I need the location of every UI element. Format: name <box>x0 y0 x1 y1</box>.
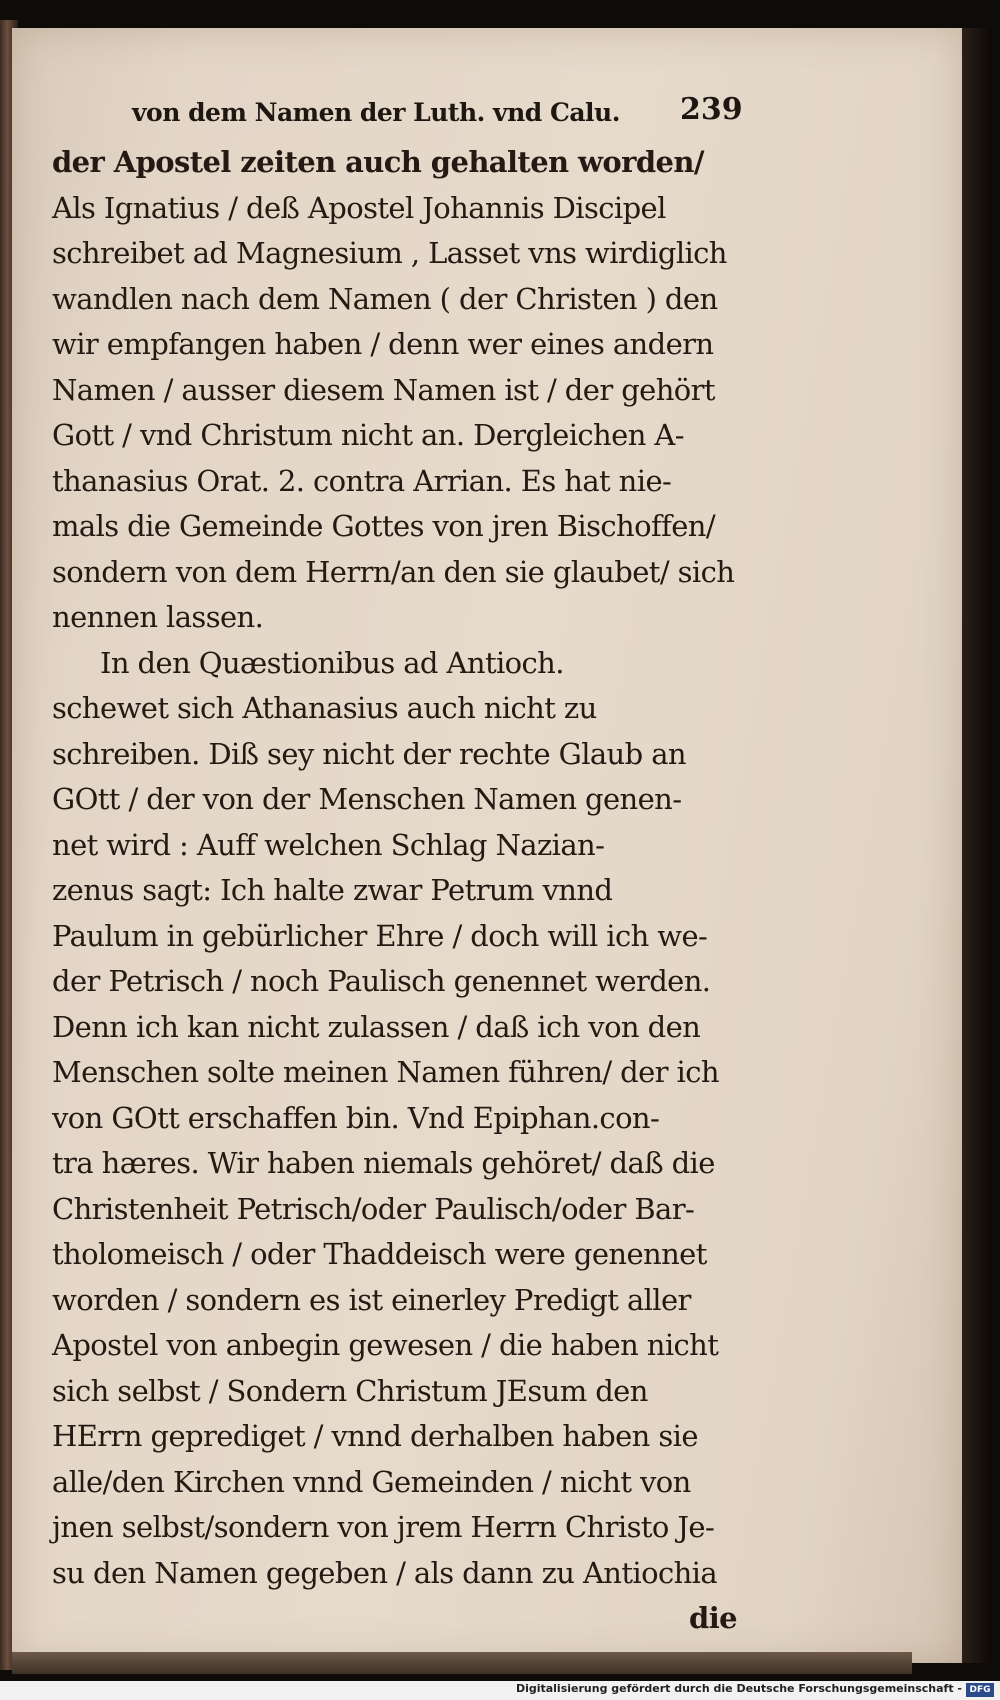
text-line: tra hæres. Wir haben niemals gehöret/ daß die <box>52 1146 715 1180</box>
page-bottom-edge <box>12 1652 912 1674</box>
text-line: Paulum in gebürlicher Ehre / doch will ich we- <box>52 918 708 953</box>
text-line: GOtt / der von der Menschen Namen genen- <box>52 782 682 816</box>
body-text <box>52 140 737 1642</box>
running-header: von dem Namen der Luth. vnd Calu. <box>132 98 620 127</box>
text-line: worden / sondern es ist einerley Predigt aller <box>52 1282 691 1317</box>
text-line: schreibet ad Magnesium , Lasset vns wirdiglich <box>52 236 727 270</box>
text-line: HErrn geprediget / vnnd derhalben haben sie <box>52 1419 698 1453</box>
text-line: mals die Gemeinde Gottes von jren Bischoffen/ <box>52 509 716 543</box>
page-edge-shadow <box>962 28 992 1663</box>
text-line: sich selbst / Sondern Christum JEsum den <box>52 1373 648 1408</box>
text-line: Gott / vnd Christum nicht an. Dergleichen A- <box>52 418 684 452</box>
text-line: von GOtt erschaffen bin. Vnd Epiphan.con- <box>52 1100 660 1135</box>
text-line: wir empfangen haben / denn wer eines andern <box>52 327 714 361</box>
text-line: Namen / ausser diesem Namen ist / der gehört <box>52 372 715 407</box>
text-line: net wird : Auff welchen Schlag Nazian- <box>52 827 605 862</box>
text-line: nennen lassen. <box>52 600 264 634</box>
text-line: Apostel von anbegin gewesen / die haben nicht <box>52 1328 719 1362</box>
text-line: schewet sich Athanasius auch nicht zu <box>52 691 597 725</box>
text-line: In den Quæstionibus ad Antioch. <box>100 645 564 680</box>
text-line: thanasius Orat. 2. contra Arrian. Es hat nie- <box>52 463 672 498</box>
footer-bar <box>0 1681 1000 1700</box>
text-line: zenus sagt: Ich halte zwar Petrum vnnd <box>52 873 613 907</box>
text-line: Als Ignatius / deß Apostel Johannis Discipel <box>52 190 666 225</box>
catchword: die <box>689 1601 737 1635</box>
funding-credit: Digitalisierung gefördert durch die Deutsche Forschungsgemeinschaft - <box>515 1682 962 1695</box>
text-line: Denn ich kan nicht zulassen / daß ich von den <box>52 1009 701 1044</box>
text-line: Menschen solte meinen Namen führen/ der ich <box>52 1055 719 1089</box>
dfg-logo-icon: DFG <box>966 1683 994 1697</box>
text-line: der Apostel zeiten auch gehalten worden/ <box>52 145 704 179</box>
text-line: Christenheit Petrisch/oder Paulisch/oder Bar- <box>52 1191 695 1226</box>
text-line: sondern von dem Herrn/an den sie glaubet/ sich <box>52 554 735 589</box>
text-line: tholomeisch / oder Thaddeisch were genennet <box>52 1237 707 1271</box>
text-line: schreiben. Diß sey nicht der rechte Glaub an <box>52 736 686 771</box>
text-line: jnen selbst/sondern von jrem Herrn Christo Je- <box>52 1510 715 1544</box>
text-line: alle/den Kirchen vnnd Gemeinden / nicht von <box>52 1464 691 1499</box>
text-line: der Petrisch / noch Paulisch genennet werden. <box>52 964 711 998</box>
text-line: su den Namen gegeben / als dann zu Antiochia <box>52 1555 718 1590</box>
text-line: wandlen nach dem Namen ( der Christen ) den <box>52 281 718 316</box>
page-number: 239 <box>680 92 743 127</box>
